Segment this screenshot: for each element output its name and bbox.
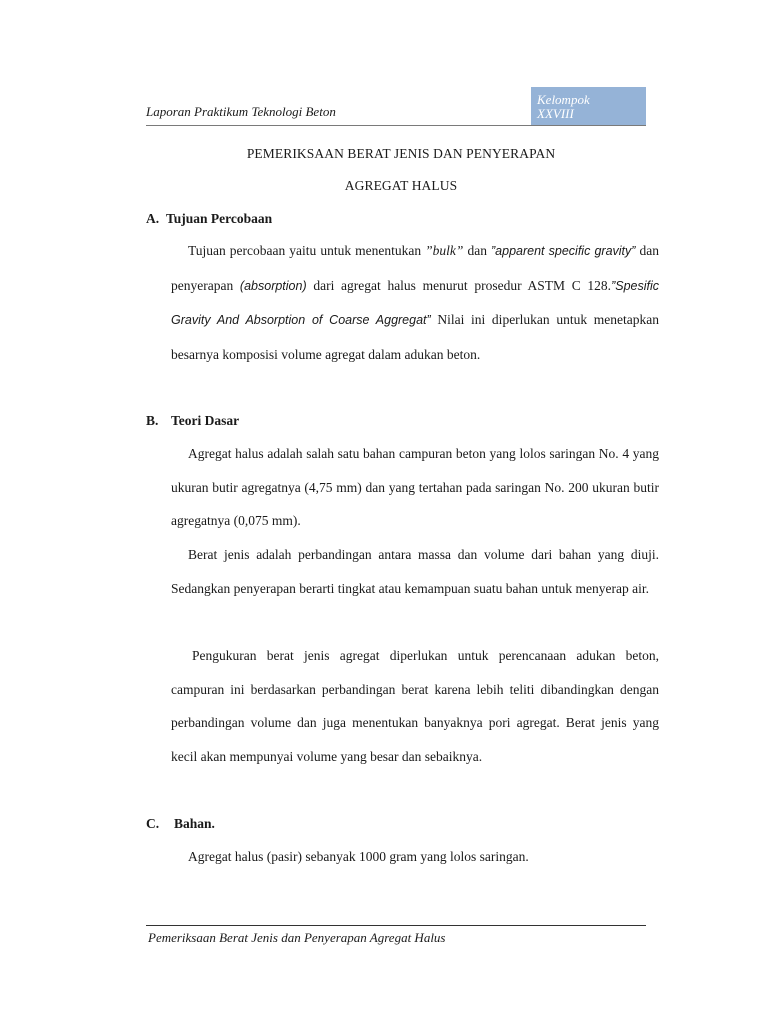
section-b-title: Teori Dasar <box>171 413 240 428</box>
section-a-title: Tujuan Percobaan <box>166 211 273 226</box>
header-divider <box>146 125 646 126</box>
section-b-paragraph-1 <box>171 437 659 538</box>
text-run: Pengukuran berat jenis agregat diperlukan untuk perencanaan adukan beton, campuran ini berdasarkan perbandingan berat karena lebih teliti dibandingkan dengan perbandingan volume dan juga menentukan banyaknya pori agregat. Berat jenis yang kecil akan mempunyai volume yang besar dan sebaiknya. <box>171 648 659 764</box>
group-badge <box>531 87 646 125</box>
text-run: dari agregat halus menurut prosedur ASTM C 128. <box>306 277 612 293</box>
term-absorption: (absorption) <box>239 278 307 293</box>
term-apparent-specific-gravity: ”apparent specific gravity” <box>491 244 636 258</box>
text-run: Tujuan percobaan yaitu untuk menentukan <box>188 243 426 258</box>
section-a-number: A. <box>146 211 160 226</box>
footer-text: Pemeriksaan Berat Jenis dan Penyerapan Agregat Halus <box>148 930 446 945</box>
astm-title: ”Spesific Gravity And Absorption of Coarse Aggregat” <box>171 278 659 328</box>
group-number: XXVIII <box>537 106 574 121</box>
text-run: dan penyerapan <box>171 243 659 293</box>
text-run: Agregat halus adalah salah satu bahan campuran beton yang lolos saringan No. 4 yang ukuran butir agregatnya (4,75 mm) dan yang tertahan pada saringan No. 200 ukuran butir agregatnya (0,075 mm). <box>171 446 659 529</box>
text-run: dan <box>463 243 491 258</box>
page-title-line-1: PEMERIKSAAN BERAT JENIS DAN PENYERAPAN <box>246 146 556 161</box>
section-c-paragraph <box>171 840 659 874</box>
group-label: Kelompok <box>537 92 590 107</box>
section-b-heading <box>146 413 239 429</box>
report-title: Laporan Praktikum Teknologi Beton <box>146 104 336 119</box>
term-bulk: ”bulk” <box>425 243 464 258</box>
section-b-number: B. <box>146 413 159 428</box>
section-c-title: Bahan. <box>174 816 215 831</box>
footer-divider <box>146 925 646 926</box>
page-title-line-2: AGREGAT HALUS <box>344 178 458 193</box>
text-run: Nilai ini diperlukan untuk menetapkan besarnya komposisi volume agregat dalam adukan beton. <box>171 312 659 362</box>
section-c-heading <box>146 816 215 832</box>
text-run: Agregat halus (pasir) sebanyak 1000 gram yang lolos saringan. <box>188 849 529 864</box>
text-run: Berat jenis adalah perbandingan antara massa dan volume dari bahan yang diuji. Sedangkan penyerapan berarti tingkat atau kemampuan suatu bahan untuk menyerap air. <box>171 547 659 596</box>
section-c-number: C. <box>146 816 160 831</box>
section-a-heading <box>146 211 272 227</box>
section-a-paragraph <box>171 234 659 371</box>
section-b-paragraph-3 <box>171 639 659 773</box>
section-b-paragraph-2 <box>171 538 659 605</box>
